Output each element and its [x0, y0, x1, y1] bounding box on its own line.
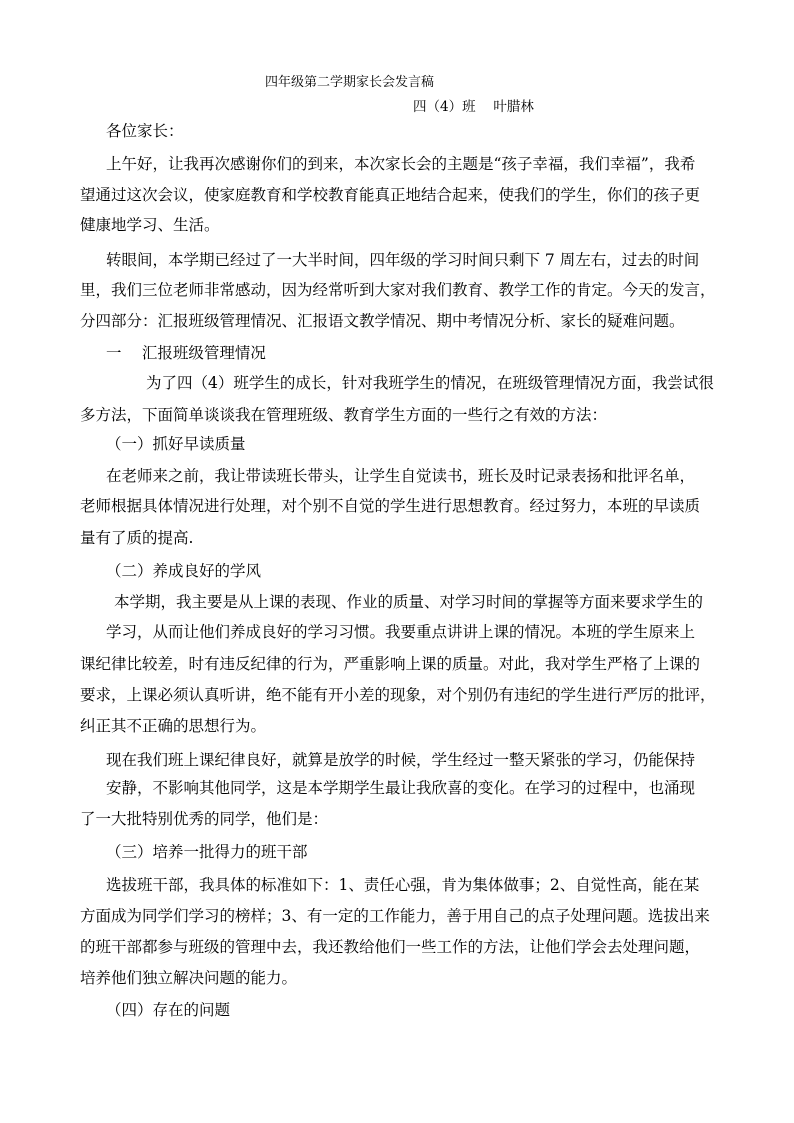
paragraph-line: 课纪律比较差，时有违反纪律的行为，严重影响上课的质量。对此，我对学生严格了上课的	[80, 655, 701, 673]
paragraph-line: 里，我们三位老师非常感动，因为经常听到大家对我们教育、教学工作的肯定。今天的发言，	[80, 281, 716, 299]
paragraph-line: 学习，从而让他们养成良好的学习习惯。我要重点讲讲上课的情况。本班的学生原来上	[106, 623, 696, 641]
paragraph-line: 在老师来之前，我让带读班长带头，让学生自觉读书，班长及时记录表扬和批评名单，	[106, 467, 696, 485]
author-line: 四（4）班 叶腊林	[413, 99, 534, 115]
paragraph-line: 健康地学习、生活。	[80, 216, 220, 234]
paragraph-line: 为了四（4）班学生的成长，针对我班学生的情况，在班级管理情况方面，我尝试很	[146, 374, 714, 392]
paragraph-line: 纠正其不正确的思想行为。	[80, 717, 267, 735]
salutation: 各位家长：	[106, 122, 184, 140]
subsection-heading: （一）抓好早读质量	[106, 435, 246, 453]
paragraph-line: 培养他们独立解决问题的能力。	[80, 969, 298, 987]
paragraph-line: 多方法，下面简单谈谈我在管理班级、教育学生方面的一些行之有效的方法：	[80, 406, 608, 424]
document-title: 四年级第二学期家长会发言稿	[265, 75, 435, 90]
paragraph-line: 安静，不影响其他同学，这是本学期学生最让我欣喜的变化。在学习的过程中，也涌现	[106, 779, 696, 797]
paragraph-line: 了一大批特别优秀的同学，他们是：	[80, 810, 329, 828]
paragraph-line: 方面成为同学们学习的榜样；3、有一定的工作能力，善于用自己的点子处理问题。选拔出来	[80, 907, 710, 925]
paragraph-line: 选拔班干部，我具体的标准如下：1、责任心强，肯为集体做事；2、自觉性高，能在某	[106, 876, 700, 894]
paragraph-line: 本学期，我主要是从上课的表现、作业的质量、对学习时间的掌握等方面来要求学生的	[114, 593, 704, 611]
subsection-heading: （三）培养一批得力的班干部	[106, 843, 308, 861]
paragraph-line: 量有了质的提高.	[80, 529, 194, 547]
paragraph-line: 现在我们班上课纪律良好，就算是放学的时候，学生经过一整天紧张的学习，仍能保持	[106, 751, 696, 769]
paragraph-line: 老师根据具体情况进行处理，对个别不自觉的学生进行思想教育。经过努力，本班的早读质	[80, 497, 701, 515]
paragraph-line: 望通过这次会议，使家庭教育和学校教育能真正地结合起来，使我们的学生，你们的孩子更	[80, 186, 701, 204]
section-heading: 一 汇报班级管理情况	[106, 344, 266, 362]
paragraph-line: 要求，上课必须认真听讲，绝不能有开小差的现象，对个别仍有违纪的学生进行严厉的批评，	[80, 686, 716, 704]
subsection-heading: （二）养成良好的学风	[106, 562, 262, 580]
paragraph-line: 分四部分：汇报班级管理情况、汇报语文教学情况、期中考情况分析、家长的疑难问题。	[80, 312, 685, 330]
paragraph-line: 的班干部都参与班级的管理中去，我还教给他们一些工作的方法，让他们学会去处理问题，	[80, 938, 701, 956]
subsection-heading: （四）存在的问题	[106, 1001, 231, 1019]
paragraph-line: 转眼间，本学期已经过了一大半时间，四年级的学习时间只剩下 7 周左右，过去的时间	[106, 251, 700, 269]
paragraph-line: 上午好，让我再次感谢你们的到来，本次家长会的主题是“孩子幸福，我们幸福”，我希	[106, 155, 696, 173]
